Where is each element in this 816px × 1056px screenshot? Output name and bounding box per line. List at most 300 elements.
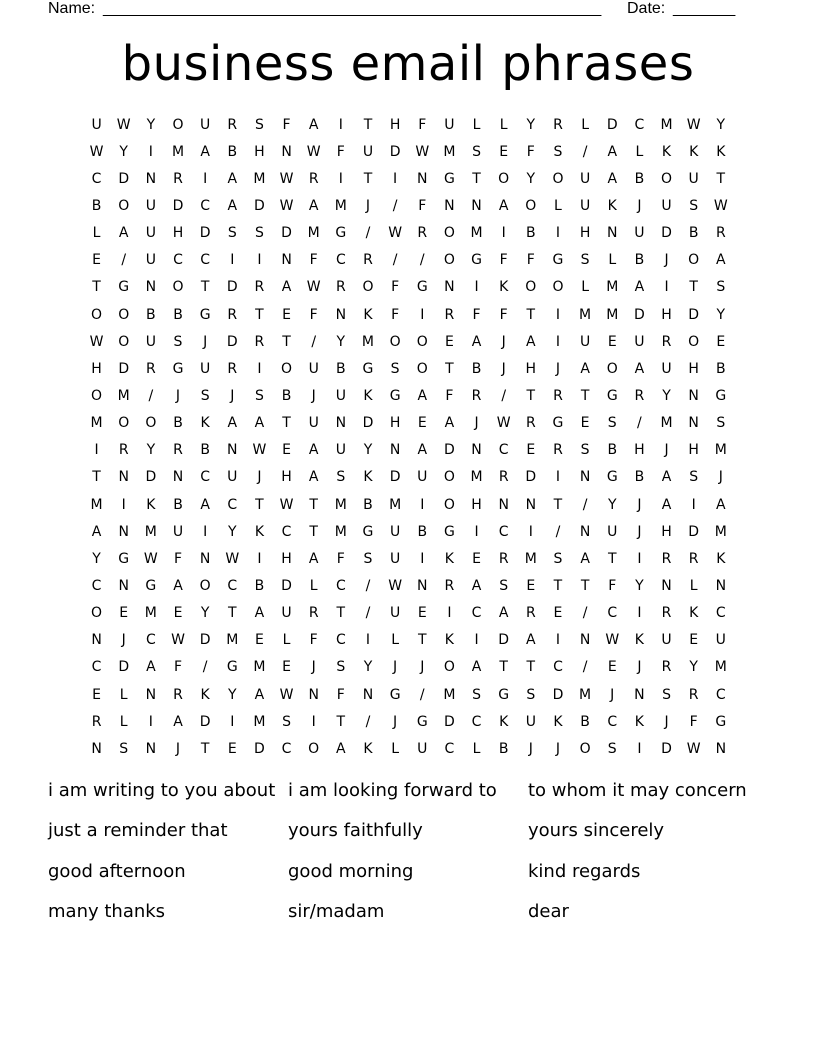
- grid-letter[interactable]: O: [661, 170, 673, 187]
- grid-letter[interactable]: J: [637, 197, 642, 214]
- grid-letter[interactable]: J: [311, 659, 316, 676]
- grid-letter[interactable]: S: [472, 143, 481, 160]
- grid-letter[interactable]: S: [227, 225, 237, 242]
- grid-letter[interactable]: S: [254, 387, 264, 404]
- grid-letter[interactable]: U: [634, 333, 645, 350]
- grid-letter[interactable]: C: [471, 713, 482, 730]
- grid-letter[interactable]: /: [555, 523, 561, 540]
- grid-letter[interactable]: S: [580, 442, 590, 459]
- grid-letter[interactable]: D: [633, 306, 645, 323]
- grid-letter[interactable]: O: [525, 279, 537, 296]
- grid-letter[interactable]: G: [416, 713, 428, 730]
- grid-letter[interactable]: G: [362, 360, 374, 377]
- grid-letter[interactable]: M: [117, 387, 130, 404]
- grid-letter[interactable]: U: [417, 740, 428, 757]
- grid-letter[interactable]: U: [417, 469, 428, 486]
- grid-letter[interactable]: C: [335, 577, 346, 594]
- grid-letter[interactable]: I: [230, 252, 235, 269]
- grid-letter[interactable]: E: [526, 577, 536, 594]
- grid-letter[interactable]: /: [582, 496, 588, 513]
- grid-letter[interactable]: I: [420, 550, 425, 567]
- grid-letter[interactable]: Y: [92, 550, 101, 567]
- grid-letter[interactable]: G: [145, 577, 157, 594]
- grid-letter[interactable]: B: [173, 415, 183, 432]
- grid-letter[interactable]: C: [200, 197, 211, 214]
- grid-letter[interactable]: D: [281, 225, 292, 242]
- grid-letter[interactable]: T: [336, 605, 346, 622]
- grid-letter[interactable]: O: [688, 333, 700, 350]
- grid-letter[interactable]: /: [419, 252, 425, 269]
- grid-letter[interactable]: D: [145, 469, 157, 486]
- grid-letter[interactable]: T: [200, 740, 210, 757]
- grid-letter[interactable]: R: [525, 605, 536, 622]
- grid-letter[interactable]: A: [661, 469, 672, 486]
- grid-letter[interactable]: N: [471, 442, 482, 459]
- grid-letter[interactable]: U: [281, 605, 292, 622]
- grid-letter[interactable]: E: [119, 605, 129, 622]
- grid-letter[interactable]: G: [199, 306, 211, 323]
- grid-letter[interactable]: M: [90, 415, 103, 432]
- grid-letter[interactable]: G: [172, 360, 184, 377]
- grid-letter[interactable]: U: [145, 225, 156, 242]
- grid-letter[interactable]: /: [121, 252, 127, 269]
- grid-letter[interactable]: G: [443, 170, 455, 187]
- grid-letter[interactable]: R: [254, 333, 265, 350]
- grid-letter[interactable]: I: [528, 523, 533, 540]
- grid-letter[interactable]: F: [499, 306, 508, 323]
- grid-letter[interactable]: E: [689, 632, 699, 649]
- grid-letter[interactable]: U: [579, 197, 591, 214]
- grid-letter[interactable]: E: [417, 605, 427, 622]
- grid-letter[interactable]: J: [501, 360, 506, 377]
- grid-letter[interactable]: N: [362, 686, 374, 703]
- grid-letter[interactable]: I: [555, 333, 561, 350]
- grid-letter[interactable]: T: [282, 415, 291, 432]
- grid-letter[interactable]: O: [606, 360, 618, 377]
- grid-letter[interactable]: S: [553, 143, 563, 160]
- grid-letter[interactable]: O: [145, 415, 157, 432]
- grid-letter[interactable]: B: [526, 225, 536, 242]
- grid-letter[interactable]: G: [715, 387, 727, 404]
- grid-letter[interactable]: H: [281, 469, 292, 486]
- grid-letter[interactable]: A: [607, 143, 618, 160]
- grid-letter[interactable]: O: [443, 469, 455, 486]
- grid-letter[interactable]: I: [257, 360, 262, 377]
- grid-letter[interactable]: L: [282, 632, 291, 649]
- grid-letter[interactable]: F: [173, 550, 183, 567]
- grid-letter[interactable]: M: [470, 225, 483, 242]
- grid-letter[interactable]: T: [689, 279, 698, 296]
- grid-letter[interactable]: W: [686, 116, 701, 133]
- grid-letter[interactable]: L: [391, 632, 400, 649]
- grid-letter[interactable]: E: [553, 605, 563, 622]
- grid-letter[interactable]: U: [200, 116, 211, 133]
- grid-letter[interactable]: C: [200, 469, 211, 486]
- grid-letter[interactable]: R: [363, 252, 373, 269]
- grid-letter[interactable]: K: [146, 496, 156, 513]
- grid-letter[interactable]: J: [175, 740, 181, 757]
- grid-letter[interactable]: J: [664, 252, 669, 269]
- grid-letter[interactable]: R: [525, 415, 536, 432]
- grid-letter[interactable]: K: [716, 550, 726, 567]
- grid-letter[interactable]: U: [172, 523, 184, 540]
- grid-letter[interactable]: I: [637, 605, 642, 622]
- grid-letter[interactable]: M: [660, 415, 673, 432]
- grid-letter[interactable]: Y: [607, 496, 617, 513]
- grid-letter[interactable]: A: [716, 496, 726, 513]
- grid-letter[interactable]: E: [254, 632, 264, 649]
- grid-letter[interactable]: J: [203, 333, 208, 350]
- grid-letter[interactable]: J: [121, 632, 126, 649]
- grid-letter[interactable]: R: [661, 333, 672, 350]
- grid-letter[interactable]: I: [203, 170, 208, 187]
- grid-letter[interactable]: A: [471, 659, 482, 676]
- grid-letter[interactable]: /: [148, 387, 154, 404]
- grid-letter[interactable]: N: [498, 496, 509, 513]
- grid-letter[interactable]: M: [443, 686, 456, 703]
- grid-letter[interactable]: O: [308, 740, 320, 757]
- grid-letter[interactable]: F: [526, 143, 535, 160]
- grid-letter[interactable]: K: [607, 197, 617, 214]
- grid-letter[interactable]: A: [498, 197, 509, 214]
- grid-letter[interactable]: F: [336, 550, 345, 567]
- grid-letter[interactable]: E: [607, 333, 617, 350]
- grid-letter[interactable]: E: [92, 686, 101, 703]
- grid-letter[interactable]: C: [498, 442, 509, 459]
- grid-letter[interactable]: R: [173, 170, 183, 187]
- grid-letter[interactable]: O: [443, 225, 455, 242]
- grid-letter[interactable]: C: [715, 605, 726, 622]
- grid-letter[interactable]: Y: [689, 659, 698, 676]
- grid-letter[interactable]: I: [637, 740, 642, 757]
- grid-letter[interactable]: C: [335, 252, 346, 269]
- grid-letter[interactable]: D: [498, 632, 510, 649]
- grid-letter[interactable]: W: [89, 143, 104, 160]
- grid-letter[interactable]: O: [688, 252, 700, 269]
- grid-letter[interactable]: W: [279, 496, 294, 513]
- grid-letter[interactable]: R: [634, 387, 645, 404]
- grid-letter[interactable]: C: [553, 659, 563, 676]
- grid-letter[interactable]: R: [444, 577, 455, 594]
- grid-letter[interactable]: B: [634, 252, 645, 269]
- grid-letter[interactable]: O: [91, 387, 103, 404]
- grid-letter[interactable]: O: [389, 333, 401, 350]
- date-field[interactable]: _______: [673, 0, 736, 17]
- grid-letter[interactable]: M: [144, 523, 157, 540]
- grid-letter[interactable]: U: [715, 632, 726, 649]
- grid-letter[interactable]: Y: [526, 116, 536, 133]
- grid-letter[interactable]: O: [443, 252, 455, 269]
- grid-letter[interactable]: S: [716, 415, 726, 432]
- grid-letter[interactable]: N: [145, 279, 157, 296]
- grid-letter[interactable]: O: [416, 333, 428, 350]
- grid-letter[interactable]: D: [552, 686, 564, 703]
- grid-letter[interactable]: S: [282, 713, 291, 730]
- grid-letter[interactable]: I: [447, 605, 452, 622]
- grid-letter[interactable]: G: [552, 252, 564, 269]
- grid-letter[interactable]: T: [553, 577, 563, 594]
- grid-letter[interactable]: G: [118, 279, 130, 296]
- grid-letter[interactable]: B: [634, 170, 645, 187]
- grid-letter[interactable]: S: [607, 740, 617, 757]
- grid-letter[interactable]: W: [252, 442, 267, 459]
- grid-letter[interactable]: F: [336, 686, 345, 703]
- grid-letter[interactable]: L: [608, 252, 617, 269]
- grid-letter[interactable]: S: [607, 415, 617, 432]
- grid-letter[interactable]: K: [499, 713, 509, 730]
- grid-letter[interactable]: N: [688, 415, 699, 432]
- grid-letter[interactable]: U: [389, 550, 401, 567]
- grid-letter[interactable]: /: [582, 143, 588, 160]
- grid-letter[interactable]: /: [365, 225, 371, 242]
- grid-letter[interactable]: O: [281, 360, 293, 377]
- grid-letter[interactable]: I: [311, 713, 316, 730]
- grid-letter[interactable]: S: [662, 686, 671, 703]
- grid-letter[interactable]: M: [226, 632, 239, 649]
- grid-letter[interactable]: A: [200, 143, 210, 160]
- grid-letter[interactable]: B: [91, 197, 102, 214]
- grid-letter[interactable]: F: [608, 577, 617, 594]
- grid-letter[interactable]: B: [634, 469, 645, 486]
- grid-letter[interactable]: J: [175, 387, 181, 404]
- grid-letter[interactable]: Y: [526, 170, 536, 187]
- grid-letter[interactable]: F: [418, 197, 427, 214]
- grid-letter[interactable]: Y: [227, 523, 237, 540]
- grid-letter[interactable]: F: [282, 116, 291, 133]
- grid-letter[interactable]: A: [336, 740, 346, 757]
- grid-letter[interactable]: N: [471, 197, 482, 214]
- grid-letter[interactable]: A: [308, 116, 319, 133]
- grid-letter[interactable]: Y: [336, 333, 346, 350]
- grid-letter[interactable]: M: [334, 197, 347, 214]
- grid-letter[interactable]: O: [118, 415, 130, 432]
- grid-letter[interactable]: W: [171, 632, 185, 649]
- grid-letter[interactable]: J: [365, 197, 371, 214]
- grid-letter[interactable]: B: [146, 306, 156, 323]
- grid-letter[interactable]: H: [688, 442, 699, 459]
- grid-letter[interactable]: C: [498, 523, 509, 540]
- grid-letter[interactable]: D: [525, 469, 537, 486]
- grid-letter[interactable]: N: [389, 442, 401, 459]
- grid-letter[interactable]: D: [281, 577, 292, 594]
- grid-letter[interactable]: O: [118, 333, 130, 350]
- grid-letter[interactable]: B: [227, 143, 238, 160]
- grid-letter[interactable]: U: [200, 360, 211, 377]
- grid-letter[interactable]: W: [496, 415, 511, 432]
- grid-letter[interactable]: R: [254, 279, 265, 296]
- grid-letter[interactable]: Y: [227, 686, 237, 703]
- grid-letter[interactable]: N: [579, 523, 591, 540]
- grid-letter[interactable]: E: [173, 605, 183, 622]
- grid-letter[interactable]: N: [335, 306, 347, 323]
- grid-letter[interactable]: L: [554, 197, 562, 214]
- grid-letter[interactable]: O: [552, 279, 564, 296]
- grid-letter[interactable]: T: [336, 713, 346, 730]
- grid-letter[interactable]: /: [202, 659, 208, 676]
- grid-letter[interactable]: W: [713, 197, 728, 214]
- grid-letter[interactable]: M: [334, 496, 347, 513]
- grid-letter[interactable]: I: [555, 632, 561, 649]
- grid-letter[interactable]: J: [637, 496, 642, 513]
- grid-letter[interactable]: T: [472, 170, 481, 187]
- grid-letter[interactable]: D: [444, 713, 455, 730]
- grid-letter[interactable]: F: [445, 387, 454, 404]
- grid-letter[interactable]: Y: [200, 605, 210, 622]
- grid-letter[interactable]: W: [306, 143, 321, 160]
- grid-letter[interactable]: K: [553, 713, 563, 730]
- grid-letter[interactable]: D: [118, 360, 130, 377]
- grid-letter[interactable]: H: [172, 225, 184, 242]
- grid-letter[interactable]: A: [254, 686, 265, 703]
- grid-letter[interactable]: /: [365, 605, 371, 622]
- grid-letter[interactable]: K: [200, 415, 210, 432]
- grid-letter[interactable]: F: [391, 306, 400, 323]
- grid-letter[interactable]: T: [282, 333, 291, 350]
- grid-letter[interactable]: T: [580, 387, 590, 404]
- grid-letter[interactable]: T: [526, 306, 536, 323]
- grid-letter[interactable]: F: [499, 252, 508, 269]
- grid-letter[interactable]: U: [634, 225, 645, 242]
- grid-letter[interactable]: K: [254, 523, 264, 540]
- grid-letter[interactable]: J: [718, 469, 723, 486]
- grid-letter[interactable]: E: [417, 415, 427, 432]
- grid-letter[interactable]: S: [336, 469, 346, 486]
- grid-letter[interactable]: M: [307, 225, 320, 242]
- grid-letter[interactable]: J: [664, 442, 669, 459]
- grid-letter[interactable]: D: [118, 659, 130, 676]
- grid-letter[interactable]: Y: [635, 577, 644, 594]
- grid-letter[interactable]: T: [445, 360, 454, 377]
- grid-letter[interactable]: L: [119, 686, 128, 703]
- grid-letter[interactable]: O: [199, 577, 211, 594]
- grid-letter[interactable]: R: [661, 605, 672, 622]
- grid-letter[interactable]: M: [714, 523, 727, 540]
- grid-letter[interactable]: W: [388, 577, 403, 594]
- grid-letter[interactable]: C: [281, 740, 292, 757]
- grid-letter[interactable]: N: [118, 469, 129, 486]
- grid-letter[interactable]: U: [607, 523, 618, 540]
- grid-letter[interactable]: R: [91, 713, 102, 730]
- grid-letter[interactable]: H: [389, 116, 401, 133]
- grid-letter[interactable]: R: [335, 279, 346, 296]
- grid-letter[interactable]: A: [580, 550, 590, 567]
- grid-letter[interactable]: G: [118, 550, 130, 567]
- grid-letter[interactable]: C: [91, 659, 102, 676]
- grid-letter[interactable]: N: [91, 740, 102, 757]
- grid-letter[interactable]: Y: [119, 143, 128, 160]
- grid-letter[interactable]: U: [661, 632, 672, 649]
- grid-letter[interactable]: O: [443, 496, 455, 513]
- grid-letter[interactable]: N: [444, 197, 455, 214]
- grid-letter[interactable]: N: [579, 632, 591, 649]
- grid-letter[interactable]: E: [472, 550, 481, 567]
- grid-letter[interactable]: M: [470, 469, 483, 486]
- grid-letter[interactable]: W: [279, 170, 294, 187]
- grid-letter[interactable]: J: [637, 659, 642, 676]
- grid-letter[interactable]: O: [416, 360, 428, 377]
- grid-letter[interactable]: A: [526, 632, 536, 649]
- grid-letter[interactable]: L: [689, 577, 698, 594]
- grid-letter[interactable]: F: [336, 143, 345, 160]
- grid-letter[interactable]: N: [118, 577, 129, 594]
- grid-letter[interactable]: R: [661, 550, 672, 567]
- grid-letter[interactable]: R: [227, 360, 238, 377]
- grid-letter[interactable]: T: [92, 469, 101, 486]
- grid-letter[interactable]: A: [716, 252, 726, 269]
- grid-letter[interactable]: L: [119, 713, 128, 730]
- grid-letter[interactable]: A: [498, 605, 509, 622]
- grid-letter[interactable]: K: [689, 605, 699, 622]
- grid-letter[interactable]: M: [660, 116, 673, 133]
- grid-letter[interactable]: A: [173, 713, 183, 730]
- grid-letter[interactable]: U: [308, 360, 319, 377]
- grid-letter[interactable]: B: [688, 225, 699, 242]
- grid-letter[interactable]: N: [227, 442, 238, 459]
- grid-letter[interactable]: B: [607, 442, 618, 459]
- grid-letter[interactable]: G: [389, 686, 401, 703]
- grid-letter[interactable]: U: [145, 197, 156, 214]
- grid-letter[interactable]: I: [230, 713, 235, 730]
- grid-letter[interactable]: B: [200, 442, 210, 459]
- grid-letter[interactable]: F: [526, 252, 535, 269]
- grid-letter[interactable]: K: [363, 469, 373, 486]
- grid-letter[interactable]: R: [173, 442, 183, 459]
- grid-letter[interactable]: J: [311, 387, 316, 404]
- grid-letter[interactable]: I: [474, 279, 479, 296]
- grid-letter[interactable]: B: [336, 360, 346, 377]
- grid-letter[interactable]: L: [635, 143, 644, 160]
- name-field[interactable]: ________________________________________________________: [103, 0, 602, 17]
- grid-letter[interactable]: O: [91, 306, 103, 323]
- grid-letter[interactable]: A: [580, 360, 590, 377]
- grid-letter[interactable]: W: [605, 632, 620, 649]
- grid-letter[interactable]: T: [92, 279, 101, 296]
- grid-letter[interactable]: I: [474, 632, 479, 649]
- grid-letter[interactable]: A: [417, 387, 428, 404]
- grid-letter[interactable]: U: [335, 442, 346, 459]
- grid-letter[interactable]: O: [552, 170, 564, 187]
- grid-letter[interactable]: L: [581, 116, 589, 133]
- grid-letter[interactable]: A: [227, 170, 238, 187]
- grid-letter[interactable]: T: [607, 550, 617, 567]
- grid-letter[interactable]: R: [444, 306, 455, 323]
- grid-letter[interactable]: T: [499, 659, 508, 676]
- grid-letter[interactable]: E: [499, 143, 509, 160]
- grid-letter[interactable]: D: [661, 740, 672, 757]
- grid-letter[interactable]: U: [579, 333, 591, 350]
- grid-letter[interactable]: E: [282, 659, 291, 676]
- grid-letter[interactable]: I: [338, 170, 343, 187]
- grid-letter[interactable]: B: [254, 577, 265, 594]
- grid-letter[interactable]: S: [499, 577, 509, 594]
- grid-letter[interactable]: E: [282, 442, 291, 459]
- grid-letter[interactable]: U: [145, 252, 156, 269]
- grid-letter[interactable]: L: [309, 577, 318, 594]
- grid-letter[interactable]: G: [498, 686, 510, 703]
- grid-letter[interactable]: J: [393, 713, 398, 730]
- grid-letter[interactable]: M: [90, 496, 103, 513]
- grid-letter[interactable]: T: [553, 496, 563, 513]
- grid-letter[interactable]: G: [552, 415, 564, 432]
- grid-letter[interactable]: C: [715, 686, 726, 703]
- grid-letter[interactable]: W: [388, 225, 403, 242]
- grid-letter[interactable]: D: [199, 713, 211, 730]
- grid-letter[interactable]: O: [362, 279, 374, 296]
- grid-letter[interactable]: K: [200, 686, 210, 703]
- grid-letter[interactable]: Y: [363, 442, 373, 459]
- grid-letter[interactable]: J: [528, 740, 533, 757]
- grid-letter[interactable]: G: [443, 523, 455, 540]
